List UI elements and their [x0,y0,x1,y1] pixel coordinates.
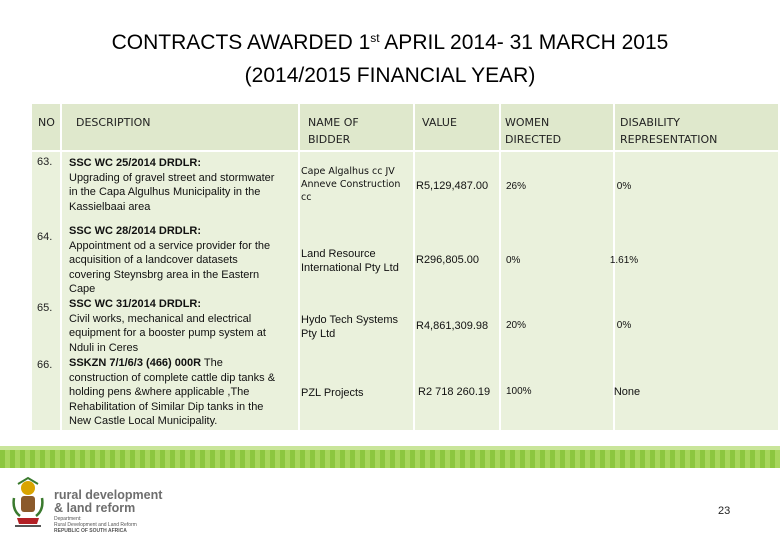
page-number: 23 [718,505,731,517]
bidder-line: International Pty Ltd [301,262,399,274]
header-women-line-1: WOMEN [505,116,550,129]
row-disability: None [613,386,641,398]
row-disability: 0% [616,320,632,331]
description-line: in the Capa Algulhus Municipality in the [69,186,261,198]
title-text: CONTRACTS AWARDED 1 [111,31,371,54]
row-women: 100% [506,386,532,397]
description-line: holding pens &where applicable ,The [69,386,250,398]
row-description [69,224,299,297]
title-text-rest: APRIL 2014- 31 MARCH 2015 [379,31,669,54]
header-bidder [308,114,359,148]
description-line: Civil works, mechanical and electrical [69,312,252,325]
row-value: R5,129,487.00 [416,180,489,192]
description-line: Upgrading of gravel street and stormwater [69,171,275,184]
logo-line-2: & land reform [54,501,136,515]
bidder-line: cc [301,192,312,203]
row-description [69,356,299,429]
body-cell-bg [32,152,60,430]
description-line: Rehabilitation of Similar Dip tanks in the [69,400,264,413]
row-bidder [301,247,399,275]
logo-line-5: REPUBLIC OF SOUTH AFRICA [54,528,127,534]
header-women [505,114,561,148]
row-number: 65. [37,302,53,314]
row-disability: 0% [616,181,632,192]
header-value: VALUE [422,116,457,129]
description-heading: SSC WC 25/2014 DRDLR: [69,157,202,169]
row-description [69,156,299,214]
title-line-2: (2014/2015 FINANCIAL YEAR) [244,64,536,87]
row-women: 26% [506,181,527,192]
description-heading: SSC WC 28/2014 DRDLR: [69,225,202,237]
header-disability [620,114,717,148]
header-women-line-2: DIRECTED [505,133,562,146]
description-heading-rest: The [201,357,223,369]
row-bidder [301,313,398,341]
logo-line-4: Rural Development and Land Reform [54,522,137,528]
header-disability-line-1: DISABILITY [620,116,681,129]
description-line: Kassielbaai area [69,200,151,213]
coat-of-arms-icon [10,476,46,534]
row-number: 63. [37,156,53,168]
row-bidder [301,165,400,204]
logo-line-3: Department: [54,516,82,522]
header-no: NO [38,116,55,129]
description-heading: SSC WC 31/2014 DRDLR: [69,298,202,310]
row-value: R4,861,309.98 [416,320,489,332]
bidder-line: Pty Ltd [301,328,336,340]
description-line: equipment for a booster pump system at [69,327,266,339]
title-line-1 [0,22,780,59]
row-women: 20% [506,320,527,331]
footer-green-band [0,450,780,468]
description-line: Nduli in Ceres [69,341,139,354]
logo-line-1: rural development [54,488,163,502]
header-bidder-line-1: NAME OF [308,116,359,129]
row-bidder [301,386,364,400]
description-heading: SSKZN 7/1/6/3 (466) 000R [69,357,202,369]
header-disability-line-2: REPRESENTATION [620,133,718,146]
row-number: 66. [37,359,53,371]
department-logo [10,476,180,538]
row-women: 0% [506,255,521,266]
header-bidder-line-2: BIDDER [308,133,351,146]
slide-title [0,22,780,92]
row-description [69,297,299,355]
description-line: construction of complete cattle dip tanks & [69,371,276,384]
description-line: Appointment od a service provider for the [69,239,271,252]
row-number: 64. [37,231,53,243]
bidder-line: Hydo Tech Systems [301,314,399,326]
bidder-line: PZL Projects [301,387,364,399]
row-disability: 1.61% [609,255,639,266]
header-description: DESCRIPTION [76,116,151,129]
row-value: R296,805.00 [416,254,479,266]
row-value: R2 718 260.19 [418,386,491,398]
bidder-line: Land Resource [301,248,376,260]
contracts-table [32,104,778,430]
description-line: acquisition of a landcover datasets [69,254,238,266]
title-superscript: st [370,31,380,45]
description-line: New Castle Local Municipality. [69,415,218,427]
bidder-line: Cape Algalhus cc JV [301,166,395,177]
description-line: covering Steynsbrg area in the Eastern [69,268,260,281]
description-line: Cape [69,283,96,295]
bidder-line: Anneve Construction [301,179,401,190]
